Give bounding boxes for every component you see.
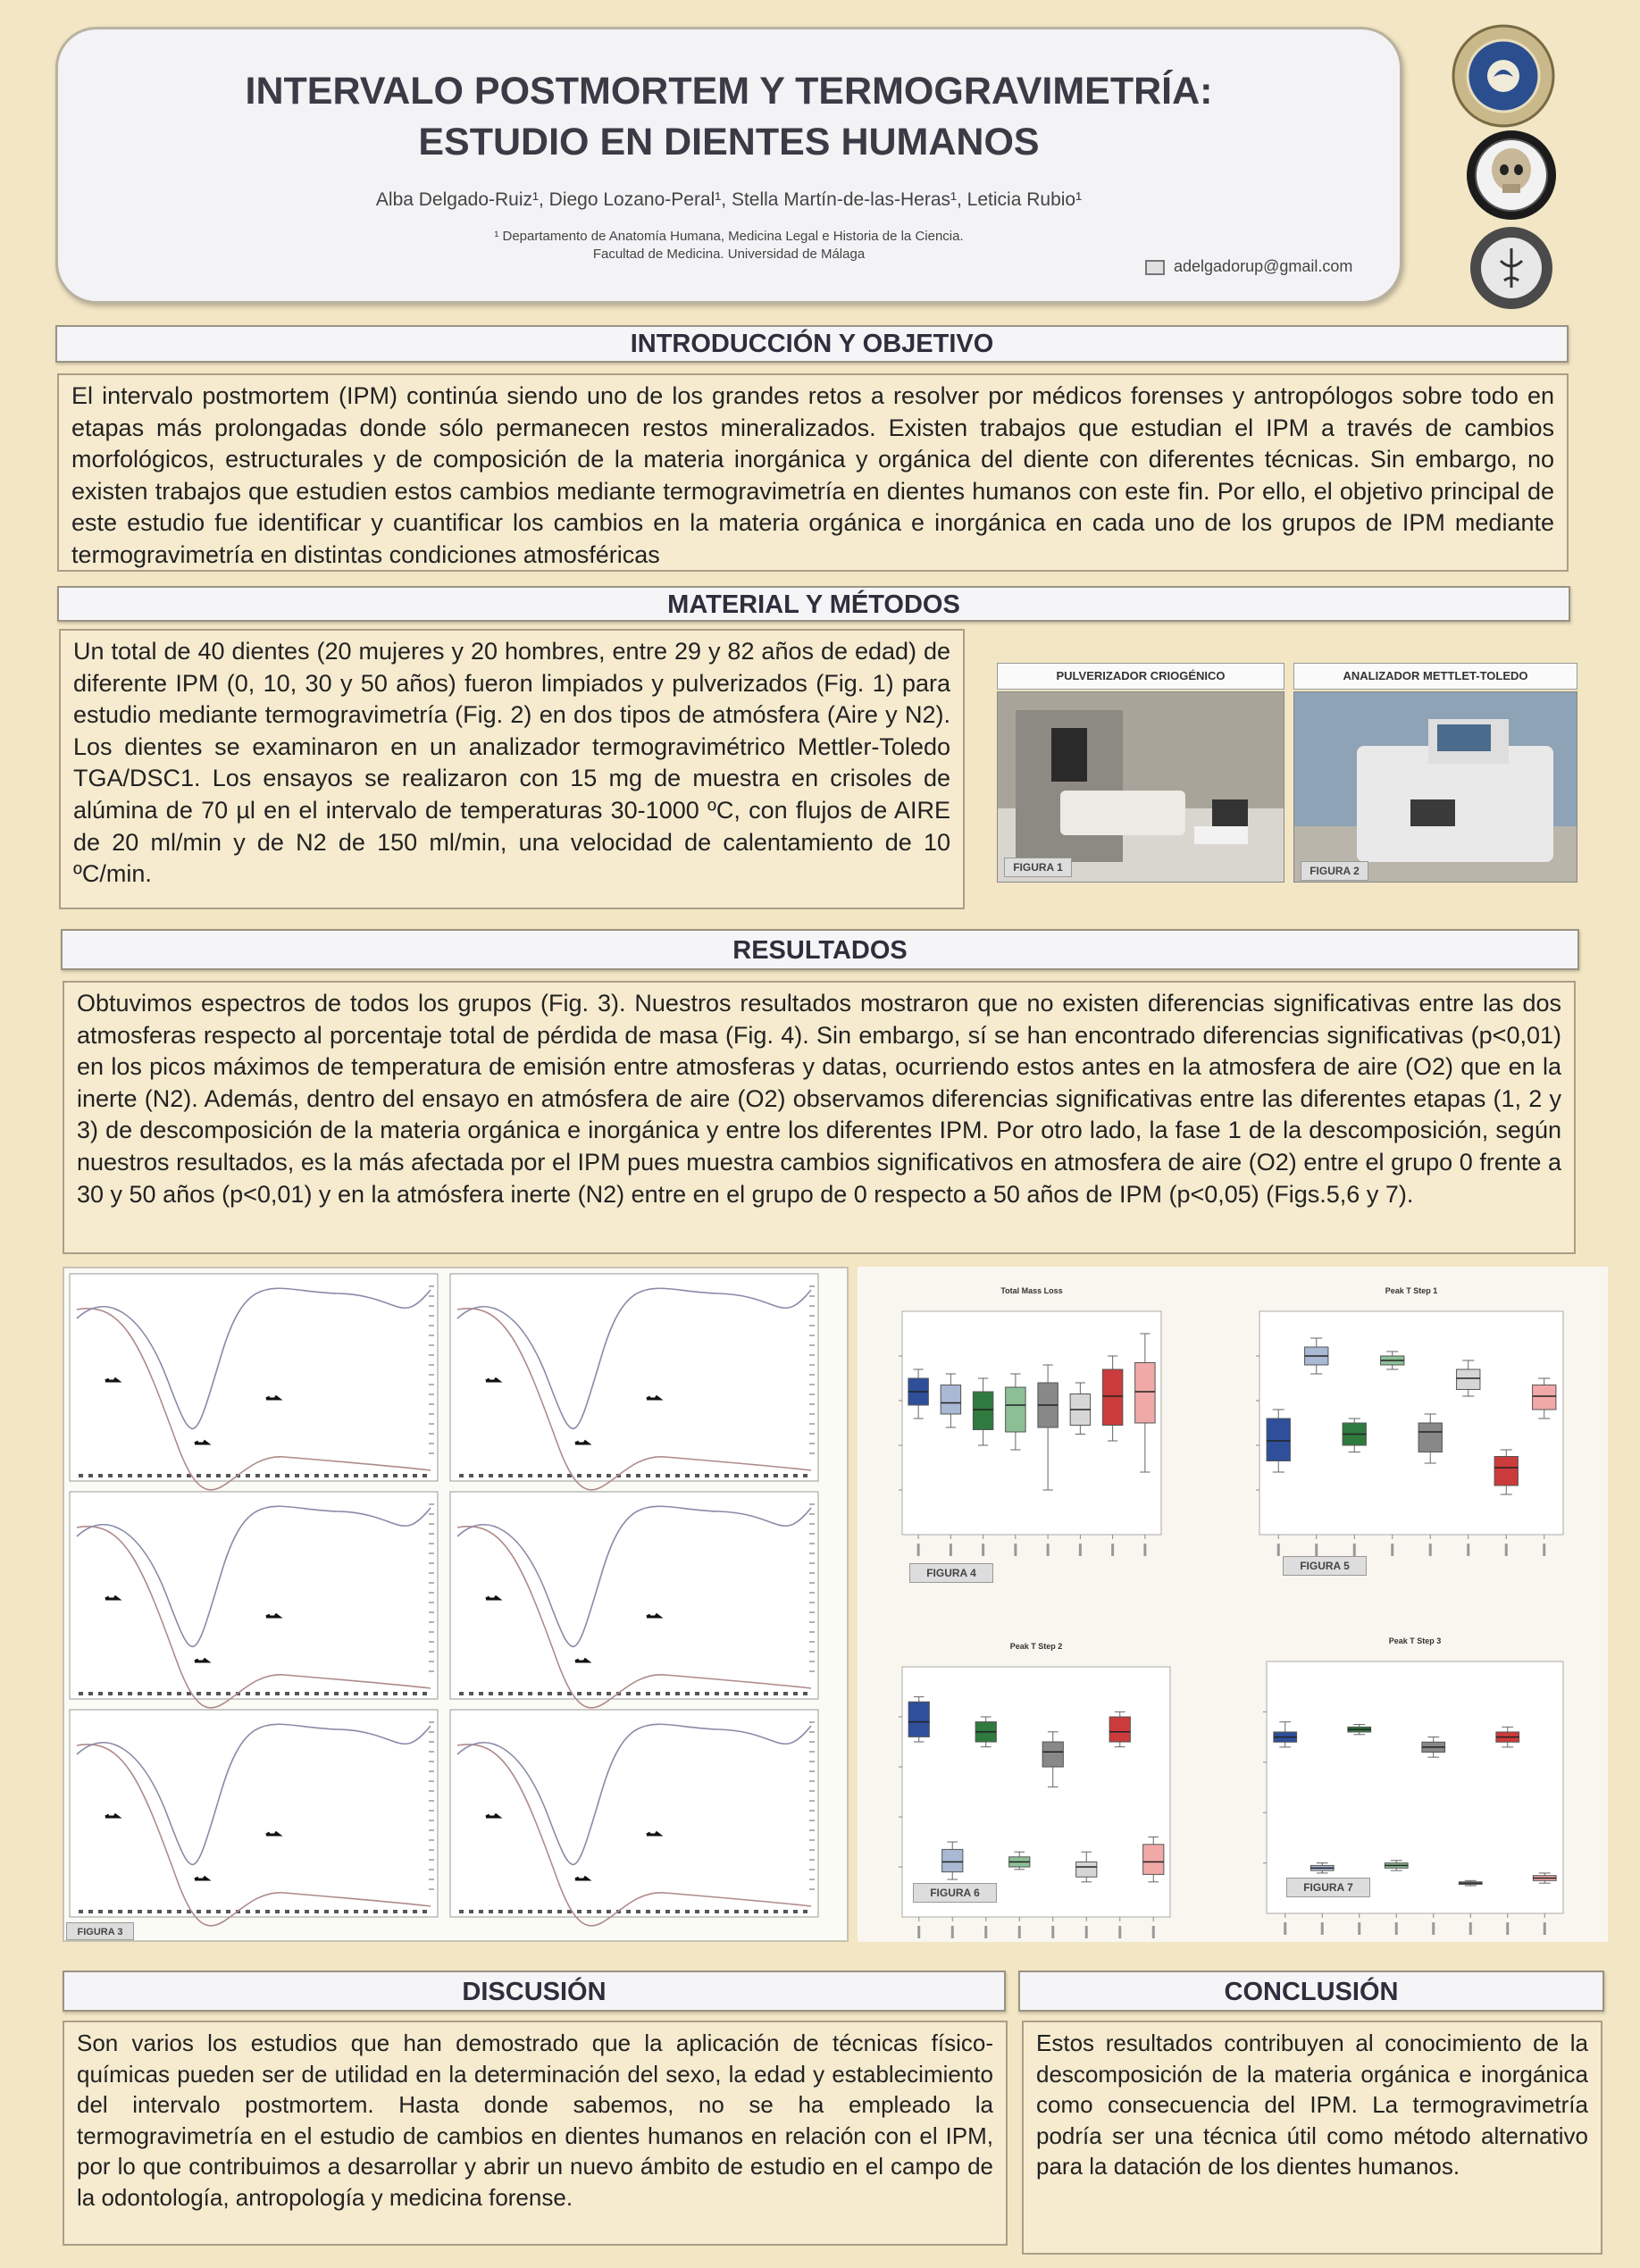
thermogram-4: [450, 1492, 818, 1708]
x-tick-label: [1395, 1922, 1398, 1935]
x-tick-label: [951, 1926, 954, 1938]
box-body: [973, 1392, 992, 1430]
x-tick-label: [1505, 1544, 1508, 1556]
thermogram-1: [70, 1274, 438, 1490]
box-body: [1143, 1845, 1164, 1875]
section-header-discussion: DISCUSIÓN: [63, 1971, 1006, 2012]
x-tick-label: [1018, 1926, 1021, 1938]
box-body: [1457, 1369, 1480, 1390]
figure2-tag: FIGURA 2: [1301, 861, 1368, 881]
boxplot-chart-4: [899, 1286, 1161, 1556]
chart-title: Peak T Step 2: [1009, 1642, 1063, 1651]
section-header-conclusion: CONCLUSIÓN: [1018, 1971, 1604, 2012]
university-seal-logo: [1451, 23, 1556, 133]
section-header-methods: MATERIAL Y MÉTODOS: [57, 586, 1570, 622]
authors: Alba Delgado-Ruiz¹, Diego Lozano-Peral¹, Stella Martín-de-las-Heras¹, Leticia Rubio¹: [375, 189, 1083, 210]
photo1-label: PULVERIZADOR CRIOGÉNICO: [997, 663, 1284, 690]
figure6-tag: FIGURA 6: [913, 1883, 997, 1903]
photo2-label: ANALIZADOR METTLET-TOLEDO: [1293, 663, 1577, 690]
methods-text: Un total de 40 dientes (20 mujeres y 20 hombres, entre 29 y 82 años de edad) de diferente IPM (0, 10, 30 y 50 años) fueron limpiados y pulverizados (Fig. 1) para estudio mediante termogravimetría (Fig. 2) en dos tipos de atmósfera (Aire y N2). Los dientes se examinaron en un analizador termogravimétrico Mettler-Toledo TGA/DSC1. Los ensayos se realizaron con 15 mg de muestra en crisoles de alúmina de 70 µl en el intervalo de temperaturas 30-1000 ºC, con flujos de AIRE de 20 ml/min y de N2 de 150 ml/min, una velocidad de calentamiento de 10 ºC/min.: [59, 629, 965, 909]
box-body: [1267, 1419, 1290, 1461]
x-tick-label: [1544, 1922, 1546, 1935]
box-body: [1135, 1363, 1155, 1424]
skull-logo: [1465, 129, 1558, 226]
thermogram-6: [450, 1710, 818, 1926]
box-body: [1494, 1457, 1518, 1486]
chart-title: Total Mass Loss: [1000, 1286, 1063, 1295]
title-line-2: ESTUDIO EN DIENTES HUMANOS: [418, 121, 1040, 163]
x-tick-label: [1051, 1926, 1054, 1938]
box-body: [908, 1702, 929, 1737]
x-tick-label: [917, 1926, 920, 1938]
x-tick-label: [1118, 1926, 1121, 1938]
mail-icon: [1145, 260, 1165, 275]
figure5-tag: FIGURA 5: [1283, 1556, 1367, 1576]
x-tick-label: [1506, 1922, 1509, 1935]
x-tick-label: [1079, 1544, 1082, 1556]
x-tick-label: [1277, 1544, 1280, 1556]
x-tick-label: [1429, 1544, 1432, 1556]
chart-title: Peak T Step 3: [1388, 1636, 1442, 1645]
conclusion-text: Estos resultados contribuyen al conocimiento de la descomposición de la materia orgánica e inorgánica como consecuencia del IPM. La termogravimetría podría ser una técnica útil como método alternativo para la datación de los dientes humanos.: [1022, 2021, 1602, 2255]
x-tick-label: [950, 1544, 952, 1556]
email-contact[interactable]: [1145, 257, 1352, 276]
cryogenic-mill-photo: [997, 691, 1284, 883]
tga-analyzer-photo: [1293, 691, 1577, 883]
x-tick-label: [1047, 1544, 1050, 1556]
box-body: [1109, 1717, 1130, 1742]
x-tick-label: [1284, 1922, 1286, 1935]
results-text: Obtuvimos espectros de todos los grupos (Fig. 3). Nuestros resultados mostraron que no existen diferencias significativas entre las dos atmosferas respecto al porcentaje total de pérdida de masa (Fig. 4). Sin embargo, sí se han encontrado diferencias significativas (p<0,01) en los picos máximos de temperatura de emisión entre atmosferas y datas, ocurriendo estos antes en la atmosfera de aire (O2) que en la inerte (N2). Además, dentro del ensayo en atmósfera de aire (O2) observamos diferencias significativas entre las diferentes etapas (1, 2 y 3) de descomposición de la materia orgánica e inorgánica y entre los diferentes IPM. Por otro lado, la fase 1 de la descomposición, según nuestros resultados, es la más afectada por el IPM pues muestra cambios significativos en atmosfera de aire (O2) entre el grupo 0 frente a 30 y 50 años (p<0,01) y en la atmósfera inerte (N2) entre en el grupo de 0 respecto a 50 años de IPM (p<0,05) (Figs.5,6 y 7).: [63, 981, 1576, 1254]
chart-title: Peak T Step 1: [1385, 1286, 1438, 1295]
intro-text: El intervalo postmortem (IPM) continúa siendo uno de los grandes retos a resolver por médicos forenses y antropólogos sobre todo en etapas más prolongadas donde sólo permanecen restos mineralizados. Existen trabajos que estudian el IPM a través de cambios morfológicos, estructurales y de composición de la materia inorgánica y orgánica del diente con diferentes técnicas. Sin embargo, no existen trabajos que estudien estos cambios mediante termogravimetría en dientes humanos con este fin. Por ello, el objetivo principal de este estudio fue identificar y cuantificar los cambios en la materia orgánica e inorgánica en cada uno de los grupos de IPM mediante termogravimetría en distintas condiciones atmosféricas: [57, 373, 1569, 572]
discussion-text: Son varios los estudios que han demostrado que la aplicación de técnicas físico-químicas pueden ser de utilidad en la determinación del sexo, la edad y establecimiento del intervalo postmortem. Hasta donde sabemos, no se ha empleado la termogravimetría en el estudio de cambios en dientes humanos en relación con el IPM, por lo que contribuimos a desarrollar y abrir un nuevo ámbito de estudio en el campo de la odontología, antropología y medicina forense.: [63, 2021, 1008, 2246]
section-header-results: RESULTADOS: [61, 929, 1579, 970]
thermogram-5: [70, 1710, 438, 1926]
email-text: adelgadorup@gmail.com: [1174, 257, 1353, 275]
x-tick-label: [982, 1544, 984, 1556]
figure3-thermograms: [63, 1267, 849, 1942]
x-tick-label: [1469, 1922, 1472, 1935]
x-tick-label: [1321, 1922, 1324, 1935]
x-tick-label: [917, 1544, 920, 1556]
x-tick-label: [1353, 1544, 1356, 1556]
section-header-intro: INTRODUCCIÓN Y OBJETIVO: [55, 325, 1569, 363]
society-emblem-logo: [1468, 225, 1554, 315]
x-tick-label: [1432, 1922, 1435, 1935]
box-body: [1533, 1385, 1556, 1410]
x-tick-label: [1143, 1544, 1146, 1556]
x-tick-label: [1014, 1544, 1017, 1556]
x-tick-label: [1467, 1544, 1469, 1556]
box-body: [942, 1849, 963, 1871]
figure4-tag: FIGURA 4: [909, 1563, 993, 1583]
box-body: [1076, 1862, 1097, 1877]
figure3-tag: FIGURA 3: [66, 1922, 134, 1940]
thermogram-3: [70, 1492, 438, 1708]
x-tick-label: [1315, 1544, 1318, 1556]
x-tick-label: [1111, 1544, 1114, 1556]
boxplot-chart-5: [1256, 1286, 1563, 1556]
affiliation-line-1: ¹ Departamento de Anatomía Humana, Medicina Legal e Historia de la Ciencia.: [494, 229, 964, 244]
x-tick-label: [984, 1926, 987, 1938]
box-body: [941, 1385, 960, 1415]
boxplot-panel: [858, 1267, 1608, 1942]
affiliation-line-2: Facultad de Medicina. Universidad de Málaga: [592, 247, 866, 262]
poster-title: [55, 66, 1402, 168]
x-tick-label: [1358, 1922, 1360, 1935]
figure7-tag: FIGURA 7: [1286, 1878, 1370, 1897]
x-tick-label: [1543, 1544, 1545, 1556]
thermogram-2: [450, 1274, 818, 1490]
box-body: [1042, 1742, 1063, 1767]
box-body: [1418, 1423, 1442, 1452]
title-line-1: INTERVALO POSTMORTEM Y TERMOGRAVIMETRÍA:: [245, 70, 1213, 113]
figure1-tag: FIGURA 1: [1004, 858, 1072, 877]
x-tick-label: [1085, 1926, 1088, 1938]
x-tick-label: [1152, 1926, 1155, 1938]
x-tick-label: [1391, 1544, 1393, 1556]
box-body: [1006, 1387, 1025, 1432]
box-body: [1102, 1369, 1122, 1426]
